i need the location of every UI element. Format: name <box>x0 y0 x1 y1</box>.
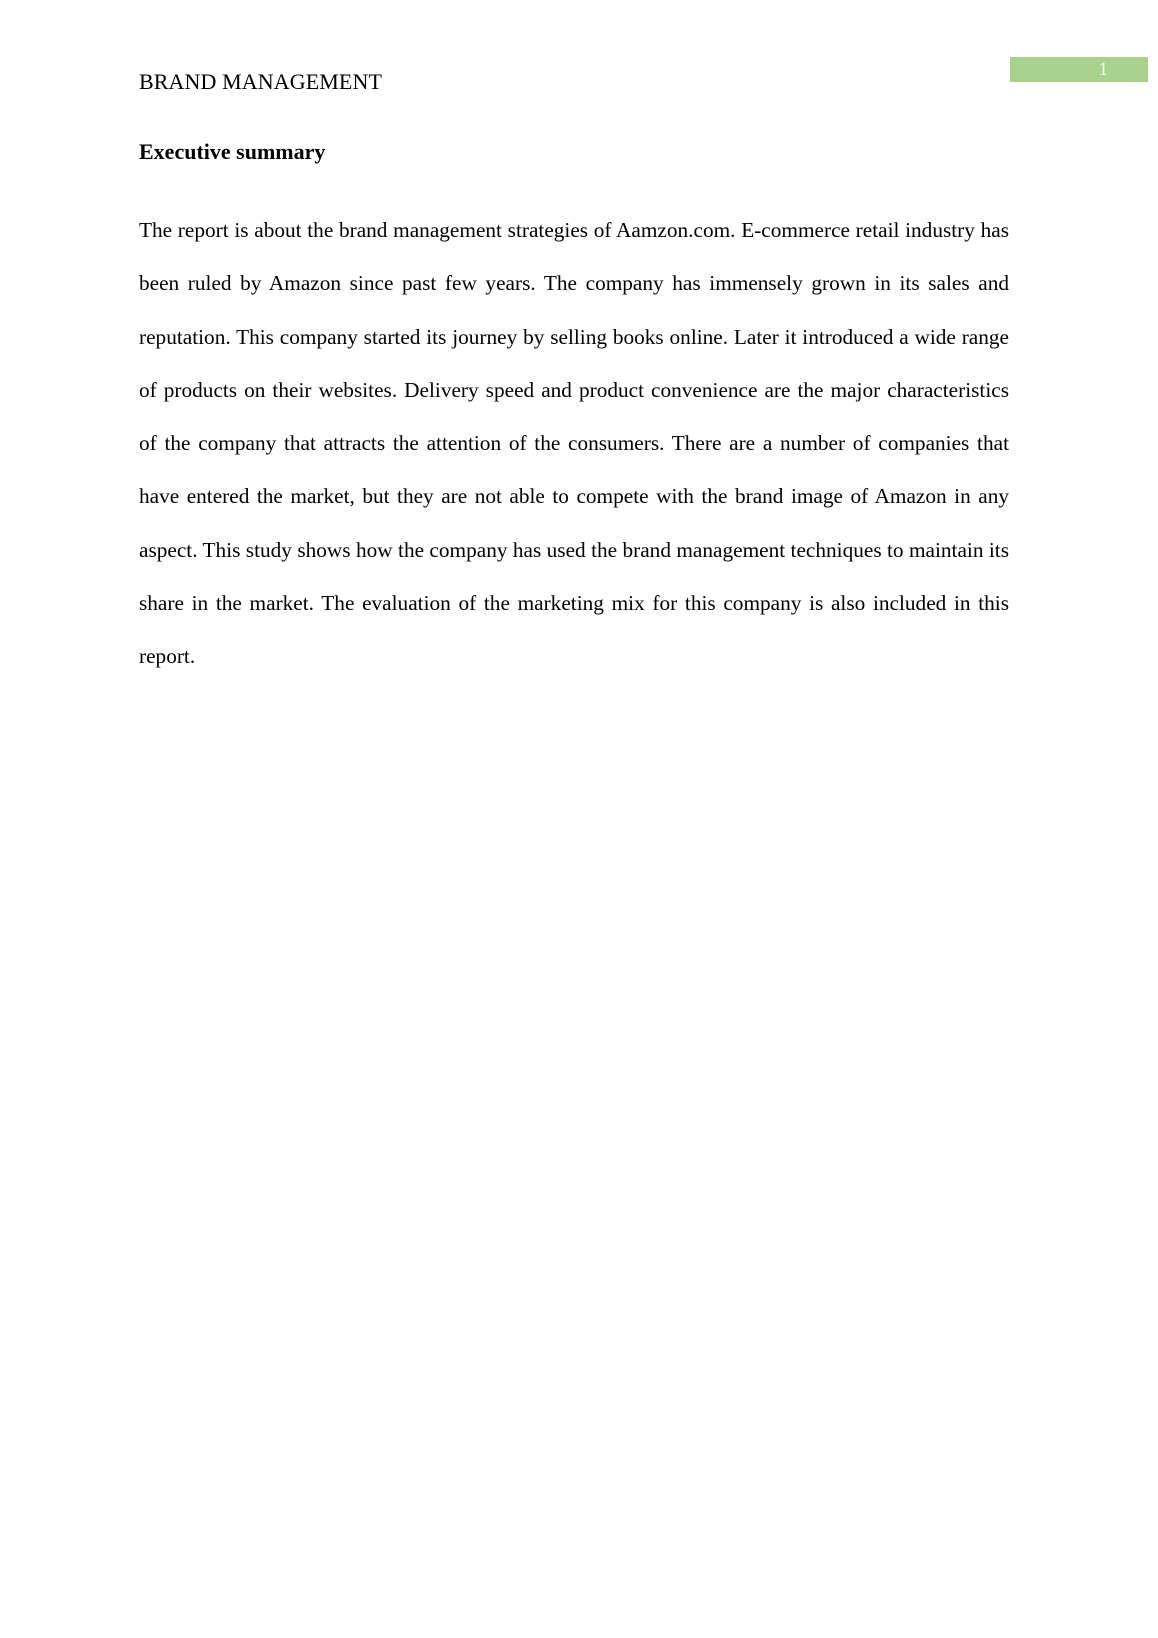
page-number: 1 <box>1010 57 1148 82</box>
running-header-title: BRAND MANAGEMENT <box>139 69 382 94</box>
executive-summary-paragraph: The report is about the brand management strategies of Aamzon.com. E-commerce retail industry has been ruled by Amazon since past few years. The company has immensely grown in its sales and reputation. This company started its journey by selling books online. Later it introduced a wide range of products on their websites. Delivery speed and product convenience are the major characteristics of the company that attracts the attention of the consumers. There are a number of companies that have entered the market, but they are not able to compete with the brand image of Amazon in any aspect. This study shows how the company has used the brand management techniques to maintain its share in the market. The evaluation of the marketing mix for this company is also included in this report. <box>139 218 1009 669</box>
section-heading: Executive summary <box>139 139 326 164</box>
